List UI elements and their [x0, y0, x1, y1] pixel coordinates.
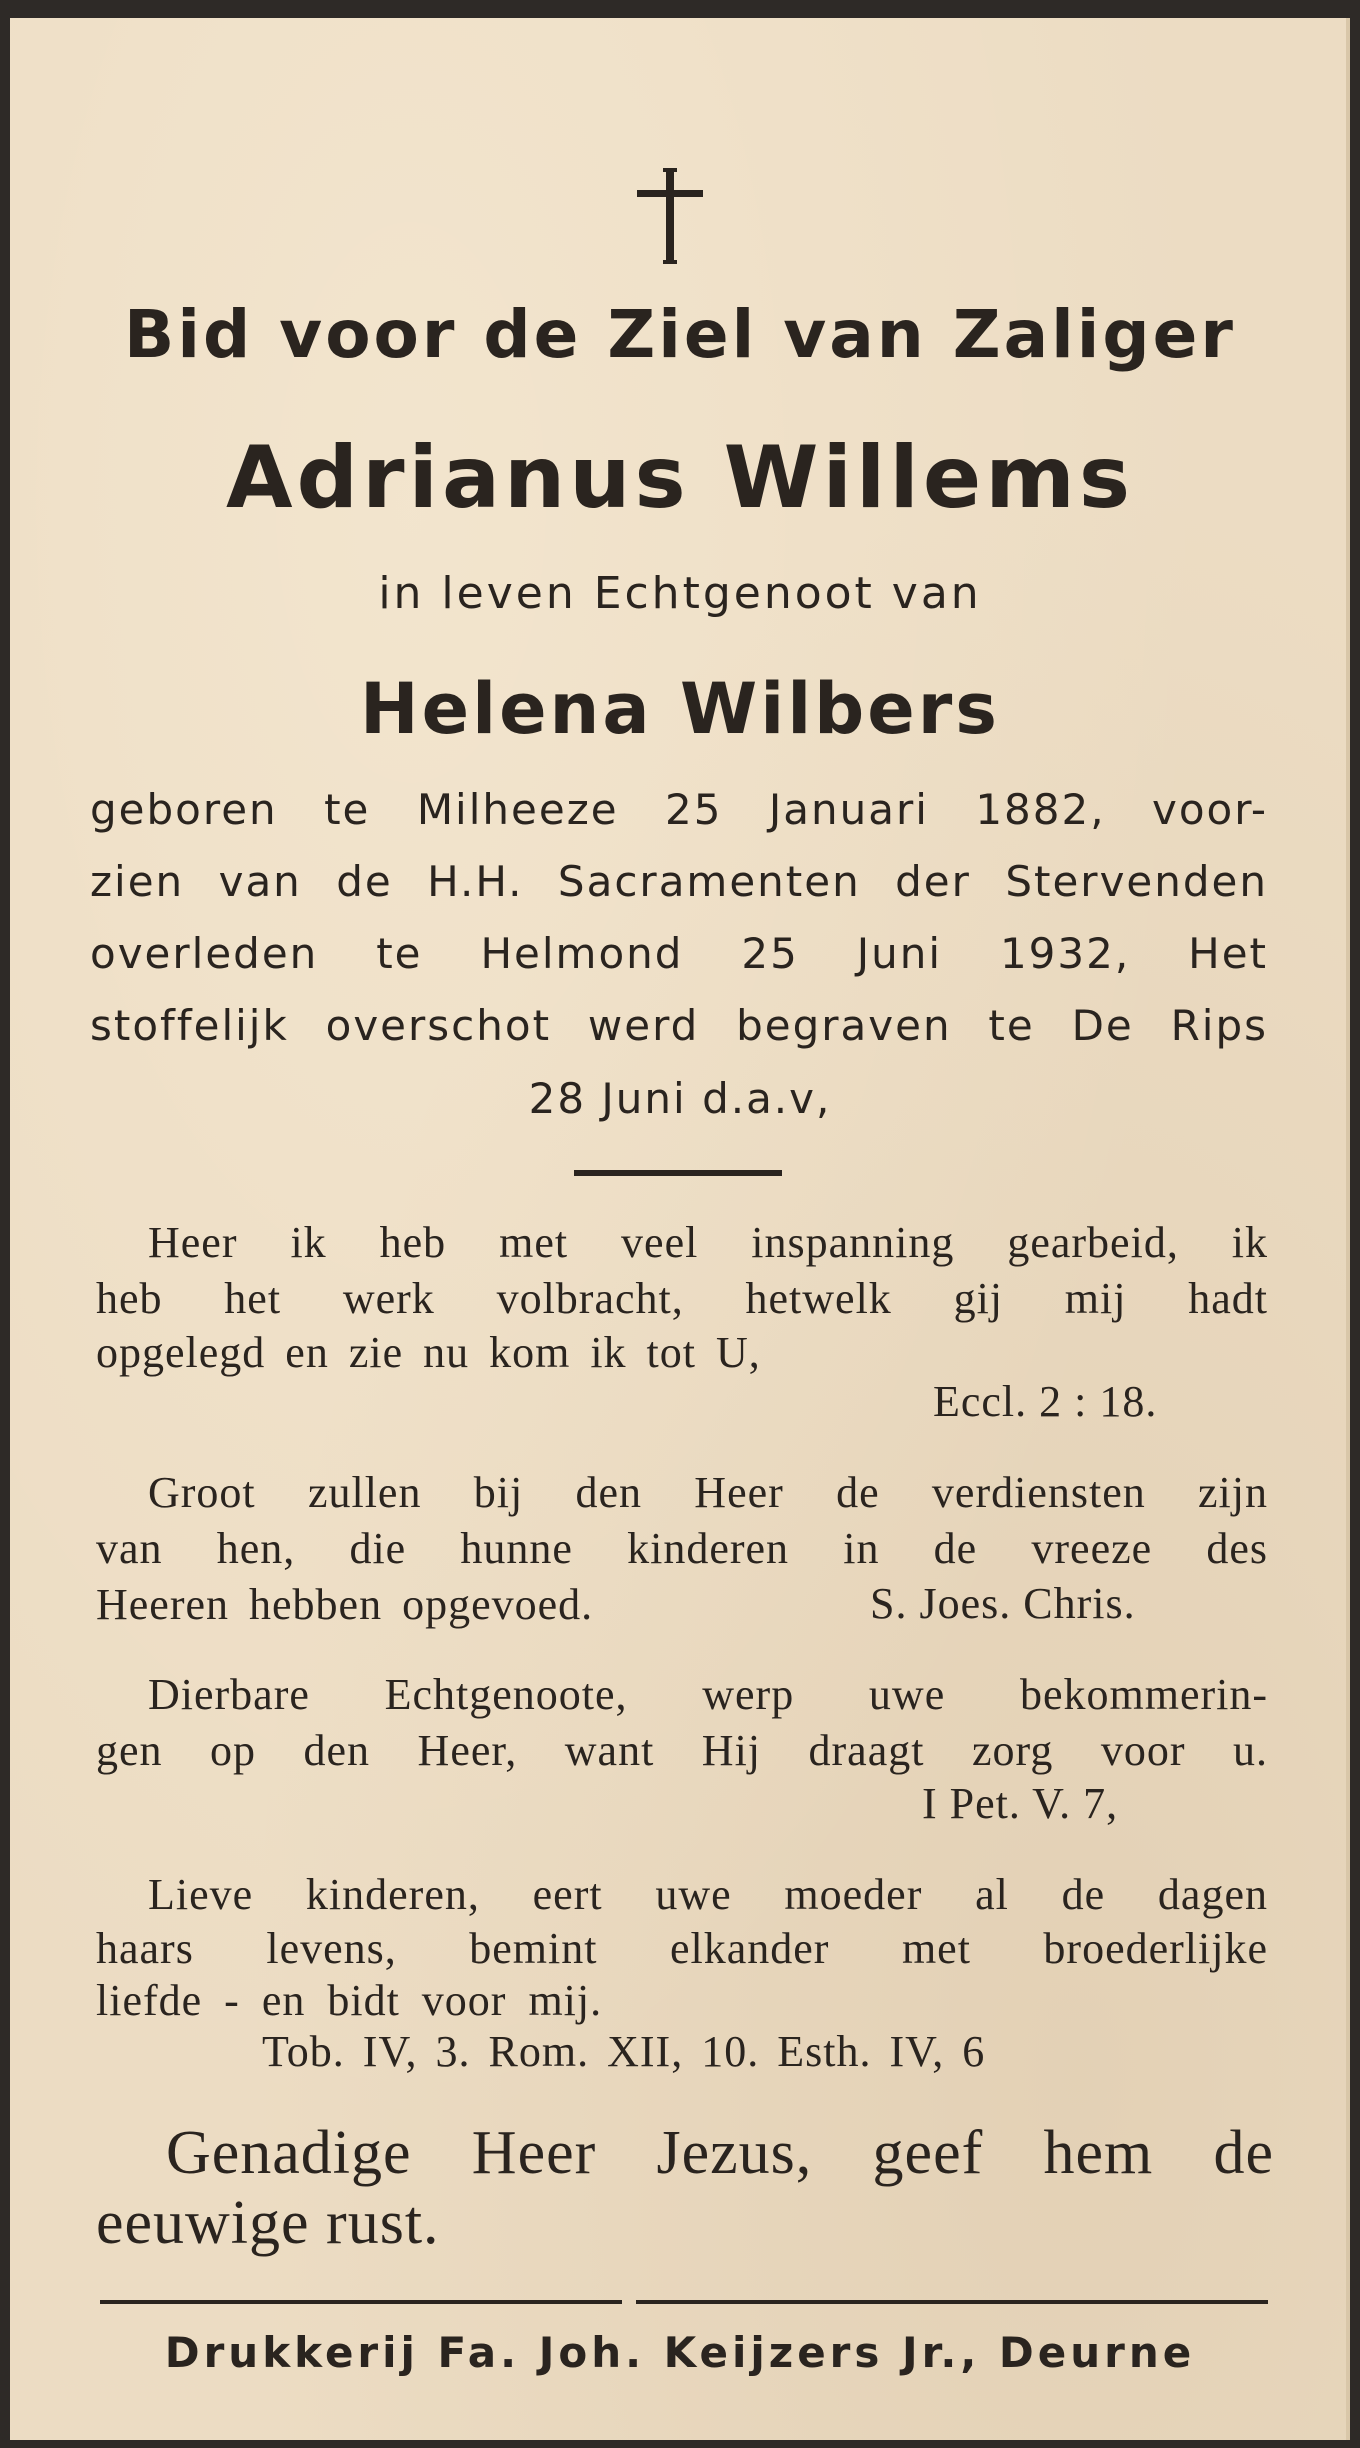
quote-line: heb het werk volbracht, hetwelk gij mij hadt	[96, 1274, 1268, 1323]
closing-prayer-line: eeuwige rust.	[96, 2189, 440, 2257]
quote-line: liefde - en bidt voor mij.	[96, 1976, 603, 2025]
quote-line: Lieve kinderen, eert uwe moeder al de dagen	[148, 1870, 1268, 1919]
cross-icon	[637, 168, 703, 264]
biography-line: stoffelijk overschot werd begraven te De Rips	[90, 1001, 1268, 1050]
quote-reference: I Pet. V. 7,	[922, 1779, 1119, 1828]
biography-line: geboren te Milheeze 25 Januari 1882, voor-	[90, 785, 1268, 834]
biography-line: zien van de H.H. Sacramenten der Stervenden	[90, 857, 1268, 906]
bottom-rule-right	[636, 2300, 1268, 2304]
bottom-rule-left	[100, 2300, 622, 2304]
quote-reference: S. Joes. Chris.	[870, 1579, 1136, 1628]
biography-line: overleden te Helmond 25 Juni 1932, Het	[90, 929, 1268, 978]
quote-line: gen op den Heer, want Hij draagt zorg voor u.	[96, 1726, 1268, 1775]
closing-prayer-line: Genadige Heer Jezus, geef hem de	[166, 2119, 1274, 2187]
quote-line: haars levens, bemint elkander met broederlijke	[96, 1924, 1268, 1973]
quote-line: Groot zullen bij den Heer de verdiensten zijn	[148, 1468, 1268, 1517]
printer-credit: Drukkerij Fa. Joh. Keijzers Jr., Deurne	[164, 2328, 1196, 2377]
deceased-name: Adrianus Willems	[225, 428, 1135, 528]
quote-line: Heeren hebben opgevoed.	[96, 1580, 594, 1629]
quote-line: Dierbare Echtgenoote, werp uwe bekommerin-	[148, 1670, 1268, 1719]
divider-rule	[574, 1170, 782, 1176]
quote-line: opgelegd en zie nu kom ik tot U,	[96, 1328, 761, 1377]
prayer-heading: Bid voor de Ziel van Zaliger	[124, 296, 1236, 373]
quote-line: Heer ik heb met veel inspanning gearbeid, ik	[148, 1218, 1268, 1267]
burial-date: 28 Juni d.a.v,	[528, 1074, 832, 1123]
relation-line: in leven Echtgenoot van	[378, 568, 982, 619]
quote-line: van hen, die hunne kinderen in de vreeze des	[96, 1524, 1268, 1573]
quote-reference: Tob. IV, 3. Rom. XII, 10. Esth. IV, 6	[262, 2027, 986, 2076]
quote-reference: Eccl. 2 : 18.	[933, 1377, 1158, 1426]
spouse-name: Helena Wilbers	[360, 668, 1000, 750]
